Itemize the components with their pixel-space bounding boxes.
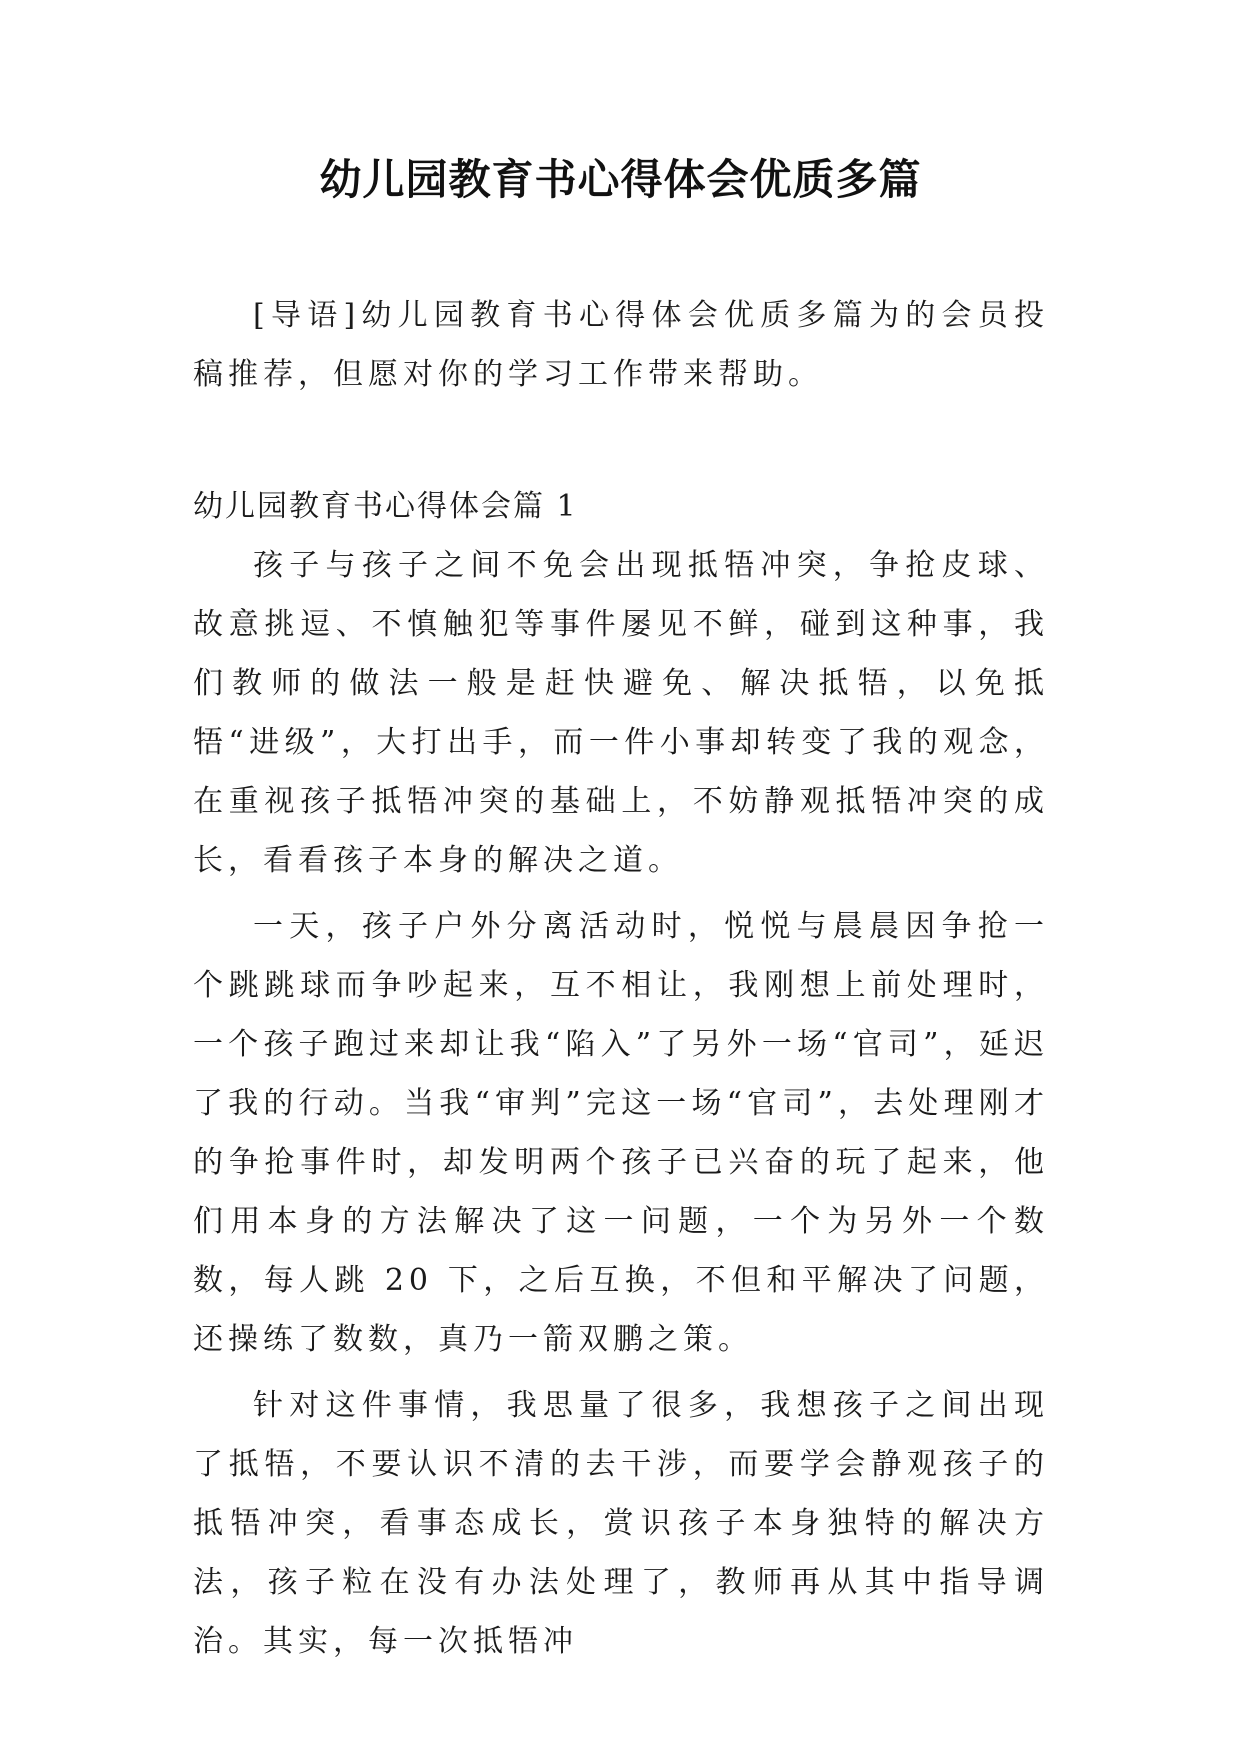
document-body (193, 286, 1049, 1671)
section-heading: 幼儿园教育书心得体会篇 1 (193, 489, 578, 524)
body-paragraph-2: 一天，孩子户外分离活动时，悦悦与晨晨因争抢一个跳跳球而争吵起来，互不相让，我刚想上前处理时，一个孩子跑过来却让我“陷入”了另外一场“官司”，延迟了我的行动。当我“审判”完这一场“官司”，去处理刚才的争抢事件时，却发明两个孩子已兴奋的玩了起来，他们用本身的方法解决了这一问题，一个为另外一个数数，每人跳 20 下，之后互换，不但和平解决了问题，还操练了数数，真乃一箭双鹏之策。 (193, 909, 1049, 1357)
body-paragraph-1: 孩子与孩子之间不免会出现抵牾冲突，争抢皮球、故意挑逗、不慎触犯等事件屡见不鲜，碰到这种事，我们教师的做法一般是赶快避免、解决抵牾，以免抵牾“进级”，大打出手，而一件小事却转变了我的观念，在重视孩子抵牾冲突的基础上，不妨静观抵牾冲突的成长，看看孩子本身的解决之道。 (193, 548, 1049, 878)
intro-paragraph: [导语]幼儿园教育书心得体会优质多篇为的会员投稿推荐，但愿对你的学习工作带来帮助。 (193, 298, 1049, 392)
body-paragraph-3: 针对这件事情，我思量了很多，我想孩子之间出现了抵牾，不要认识不清的去干涉，而要学会静观孩子的抵牾冲突，看事态成长，赏识孩子本身独特的解决方法，孩子粒在没有办法处理了，教师再从其中指导调治。其实，每一次抵牾冲 (193, 1388, 1049, 1659)
document-title: 幼儿园教育书心得体会优质多篇 (319, 155, 922, 204)
